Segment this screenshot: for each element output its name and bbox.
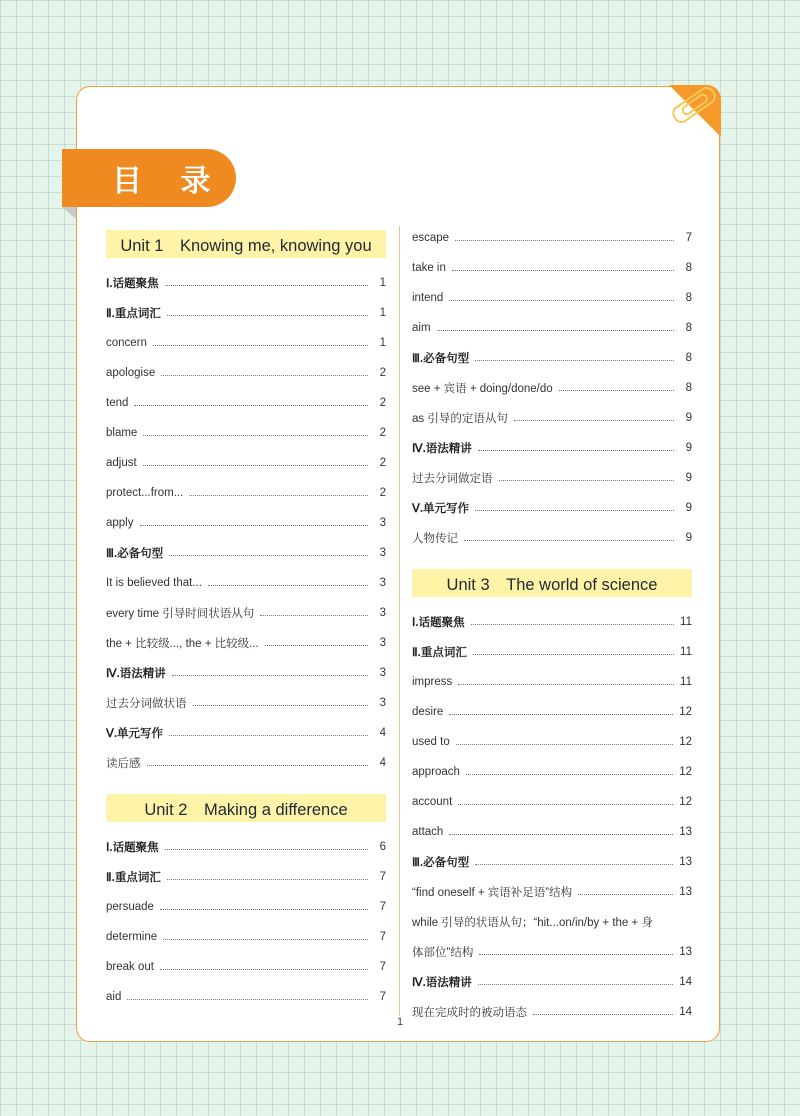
toc-column-right xyxy=(412,223,692,1027)
toc-section-row[interactable] xyxy=(106,658,386,688)
toc-page-number: 3 xyxy=(379,607,386,619)
toc-page-number: 1 xyxy=(379,307,386,319)
toc-entry-label: persuade xyxy=(106,901,154,913)
toc-entry-row[interactable] xyxy=(412,523,692,553)
toc-entry-row[interactable] xyxy=(412,403,692,433)
toc-page-number: 8 xyxy=(685,292,692,304)
leader-dots xyxy=(473,646,674,655)
toc-entry-row[interactable] xyxy=(106,388,386,418)
toc-page-number: 9 xyxy=(685,412,692,424)
toc-entry-label: concern xyxy=(106,337,147,349)
leader-dots xyxy=(265,637,368,646)
leader-dots xyxy=(449,706,673,715)
toc-entry-row[interactable] xyxy=(412,283,692,313)
leader-dots xyxy=(169,547,368,556)
toc-section-row[interactable] xyxy=(412,637,692,667)
toc-section-row[interactable] xyxy=(106,538,386,568)
toc-page-number: 7 xyxy=(379,961,386,973)
toc-entry-row[interactable] xyxy=(412,373,692,403)
toc-entry-label: Ⅲ.必备句型 xyxy=(412,857,470,869)
toc-entry-row[interactable] xyxy=(106,598,386,628)
toc-entry-label: It is believed that... xyxy=(106,577,202,589)
toc-page-number: 13 xyxy=(679,886,692,898)
toc-entry-label: break out xyxy=(106,961,154,973)
toc-entry-label: every time 引导时间状语从句 xyxy=(106,608,255,620)
toc-entry-label: Ⅱ.重点词汇 xyxy=(106,308,161,320)
toc-page-number: 7 xyxy=(379,991,386,1003)
leader-dots xyxy=(458,676,674,685)
leader-dots xyxy=(167,871,368,880)
toc-page-number: 3 xyxy=(379,697,386,709)
toc-entry-label: account xyxy=(412,796,453,808)
toc-page-number: 11 xyxy=(680,646,692,658)
toc-entry-label: tend xyxy=(106,397,129,409)
toc-entry-row[interactable] xyxy=(412,463,692,493)
toc-page-number: 14 xyxy=(679,976,692,988)
toc-entry-row[interactable] xyxy=(106,892,386,922)
toc-entry-row[interactable] xyxy=(412,253,692,283)
leader-dots xyxy=(437,322,674,331)
toc-entry-label: Ⅰ.话题聚焦 xyxy=(106,842,159,854)
toc-entry-row[interactable] xyxy=(106,982,386,1012)
toc-page-number: 2 xyxy=(379,397,386,409)
toc-entry-row[interactable] xyxy=(412,997,692,1027)
toc-page-number: 9 xyxy=(685,442,692,454)
toc-entry-label: approach xyxy=(412,766,460,778)
toc-entry-row[interactable] xyxy=(106,358,386,388)
toc-entry-label: 过去分词做定语 xyxy=(412,473,493,485)
leader-dots xyxy=(449,292,674,301)
toc-entry-label: adjust xyxy=(106,457,137,469)
toc-entry-row[interactable] xyxy=(106,418,386,448)
toc-entry-row[interactable] xyxy=(106,448,386,478)
toc-entry-label: attach xyxy=(412,826,444,838)
toc-entry-row[interactable] xyxy=(412,313,692,343)
leader-dots xyxy=(464,532,674,541)
leader-dots xyxy=(165,277,368,286)
toc-entry-label: 读后感 xyxy=(106,758,141,770)
toc-page-number: 1 xyxy=(379,277,386,289)
toc-entry-label: blame xyxy=(106,427,138,439)
leader-dots xyxy=(475,856,673,865)
toc-page-number: 3 xyxy=(379,667,386,679)
leader-dots xyxy=(475,352,674,361)
leader-dots xyxy=(143,427,368,436)
toc-page-number: 11 xyxy=(680,676,692,688)
leader-dots xyxy=(134,397,368,406)
toc-page-number: 13 xyxy=(679,856,692,868)
toc-page-number: 4 xyxy=(379,727,386,739)
toc-page-number: 3 xyxy=(379,577,386,589)
leader-dots xyxy=(161,367,368,376)
unit-heading: Unit 3 The world of science xyxy=(412,569,692,597)
toc-page-number: 3 xyxy=(379,637,386,649)
toc-entry-row[interactable] xyxy=(106,568,386,598)
toc-entry-label: Ⅴ.单元写作 xyxy=(106,728,164,740)
leader-dots xyxy=(165,841,368,850)
leader-dots xyxy=(193,697,369,706)
toc-entry-label: aid xyxy=(106,991,122,1003)
toc-page-number: 8 xyxy=(685,262,692,274)
title-tab-fold xyxy=(62,207,76,219)
leader-dots xyxy=(499,472,675,481)
leader-dots xyxy=(478,976,673,985)
leader-dots xyxy=(471,616,674,625)
leader-dots xyxy=(478,442,674,451)
toc-page-number: 2 xyxy=(379,427,386,439)
leader-dots xyxy=(452,262,674,271)
toc-entry-label: Ⅱ.重点词汇 xyxy=(412,647,467,659)
leader-dots xyxy=(456,736,673,745)
toc-page-number: 8 xyxy=(685,322,692,334)
toc-entry-row[interactable] xyxy=(106,508,386,538)
toc-section-row[interactable] xyxy=(412,967,692,997)
toc-entry-label: see + 宾语 + doing/done/do xyxy=(412,383,553,395)
toc-page-number: 14 xyxy=(679,1006,692,1018)
toc-entry-row[interactable] xyxy=(106,628,386,658)
toc-page-number: 3 xyxy=(379,517,386,529)
toc-page-number: 2 xyxy=(379,367,386,379)
leader-dots xyxy=(559,382,674,391)
toc-page-number: 9 xyxy=(685,532,692,544)
leader-dots xyxy=(578,886,673,895)
toc-section-row[interactable] xyxy=(106,268,386,298)
toc-section-row[interactable] xyxy=(106,718,386,748)
toc-page-number: 7 xyxy=(379,871,386,883)
toc-entry-label: Ⅲ.必备句型 xyxy=(106,548,164,560)
leader-dots xyxy=(127,991,368,1000)
leader-dots xyxy=(449,826,673,835)
toc-entry-label: used to xyxy=(412,736,450,748)
toc-entry-row[interactable] xyxy=(412,877,692,907)
toc-section-row[interactable] xyxy=(106,832,386,862)
toc-entry-label: desire xyxy=(412,706,444,718)
page-number: 1 xyxy=(396,1016,404,1028)
toc-entry-row[interactable] xyxy=(412,223,692,253)
toc-entry-row[interactable] xyxy=(412,817,692,847)
leader-dots xyxy=(514,412,674,421)
toc-entry-label: Ⅴ.单元写作 xyxy=(412,503,470,515)
toc-entry-label: apologise xyxy=(106,367,156,379)
toc-page-number: 9 xyxy=(685,502,692,514)
toc-entry-label: 体部位”结构 xyxy=(412,947,474,959)
leader-dots xyxy=(153,337,368,346)
toc-page-number: 7 xyxy=(379,901,386,913)
toc-entry-row[interactable] xyxy=(106,478,386,508)
unit-heading: Unit 2 Making a difference xyxy=(106,794,386,822)
toc-entry-label: impress xyxy=(412,676,453,688)
toc-page-number: 7 xyxy=(379,931,386,943)
toc-page-number: 7 xyxy=(685,232,692,244)
toc-entry-label: escape xyxy=(412,232,450,244)
leader-dots xyxy=(479,946,673,955)
toc-column-left xyxy=(106,230,386,1012)
leader-dots xyxy=(260,607,368,616)
toc-entry-label: as 引导的定语从句 xyxy=(412,413,508,425)
toc-entry-label: 过去分词做状语 xyxy=(106,698,187,710)
column-divider xyxy=(399,226,400,1016)
toc-page-number: 13 xyxy=(679,826,692,838)
toc-entry-label: Ⅳ.语法精讲 xyxy=(412,443,472,455)
toc-page-number: 11 xyxy=(680,616,692,628)
toc-entry-label: protect...from... xyxy=(106,487,184,499)
toc-entry-row[interactable] xyxy=(412,697,692,727)
leader-dots xyxy=(475,502,674,511)
toc-entry-row[interactable] xyxy=(106,952,386,982)
leader-dots xyxy=(167,307,368,316)
leader-dots xyxy=(140,517,369,526)
leader-dots xyxy=(143,457,368,466)
toc-page-number: 12 xyxy=(679,796,692,808)
leader-dots xyxy=(163,931,368,940)
toc-page-number: 12 xyxy=(679,706,692,718)
toc-entry-label: the + 比较级..., the + 比较级... xyxy=(106,638,259,650)
toc-entry-row[interactable] xyxy=(412,727,692,757)
toc-page-number: 9 xyxy=(685,472,692,484)
toc-page-number: 8 xyxy=(685,382,692,394)
toc-page-number: 1 xyxy=(379,337,386,349)
toc-page-number: 12 xyxy=(679,736,692,748)
toc-entry-row[interactable] xyxy=(412,907,692,937)
leader-dots xyxy=(208,577,368,586)
toc-page-number: 8 xyxy=(685,352,692,364)
toc-entry-row[interactable] xyxy=(106,688,386,718)
toc-entry-row[interactable] xyxy=(412,937,692,967)
toc-page-number: 13 xyxy=(679,946,692,958)
leader-dots xyxy=(189,487,368,496)
toc-entry-label: Ⅳ.语法精讲 xyxy=(412,977,472,989)
toc-section-row[interactable] xyxy=(412,607,692,637)
unit-heading: Unit 1 Knowing me, knowing you xyxy=(106,230,386,258)
toc-entry-label: intend xyxy=(412,292,444,304)
toc-section-row[interactable] xyxy=(412,433,692,463)
toc-section-row[interactable] xyxy=(412,343,692,373)
toc-entry-label: Ⅱ.重点词汇 xyxy=(106,872,161,884)
toc-entry-label: apply xyxy=(106,517,134,529)
toc-entry-label: “find oneself + 宾语补足语”结构 xyxy=(412,887,573,899)
toc-section-row[interactable] xyxy=(412,493,692,523)
toc-section-row[interactable] xyxy=(412,847,692,877)
leader-dots xyxy=(533,1006,673,1015)
toc-entry-label: 现在完成时的被动语态 xyxy=(412,1007,527,1019)
toc-page-number: 12 xyxy=(679,766,692,778)
leader-dots xyxy=(455,232,674,241)
toc-section-row[interactable] xyxy=(106,862,386,892)
toc-entry-label: aim xyxy=(412,322,431,334)
leader-dots xyxy=(147,757,369,766)
leader-dots xyxy=(169,727,368,736)
toc-entry-row[interactable] xyxy=(106,748,386,778)
toc-page-number: 2 xyxy=(379,487,386,499)
page-title: 目 录 xyxy=(62,149,236,207)
toc-entry-label: determine xyxy=(106,931,158,943)
leader-dots xyxy=(160,901,368,910)
toc-entry-label: Ⅰ.话题聚焦 xyxy=(412,617,465,629)
toc-entry-label: 人物传记 xyxy=(412,533,458,545)
leader-dots xyxy=(458,796,673,805)
toc-page-number: 2 xyxy=(379,457,386,469)
toc-entry-row[interactable] xyxy=(106,922,386,952)
toc-entry-label: while 引导的状语从句；“hit...on/in/by + the + 身 xyxy=(412,917,653,929)
toc-entry-label: Ⅲ.必备句型 xyxy=(412,353,470,365)
leader-dots xyxy=(172,667,368,676)
toc-entry-label: Ⅰ.话题聚焦 xyxy=(106,278,159,290)
leader-dots xyxy=(160,961,368,970)
toc-entry-label: take in xyxy=(412,262,446,274)
toc-entry-row[interactable] xyxy=(106,328,386,358)
toc-entry-label: Ⅳ.语法精讲 xyxy=(106,668,166,680)
toc-page-number: 6 xyxy=(379,841,386,853)
toc-page-number: 4 xyxy=(379,757,386,769)
toc-entry-row[interactable] xyxy=(412,787,692,817)
toc-section-row[interactable] xyxy=(106,298,386,328)
leader-dots xyxy=(466,766,673,775)
toc-page-number: 3 xyxy=(379,547,386,559)
toc-entry-row[interactable] xyxy=(412,757,692,787)
toc-entry-row[interactable] xyxy=(412,667,692,697)
